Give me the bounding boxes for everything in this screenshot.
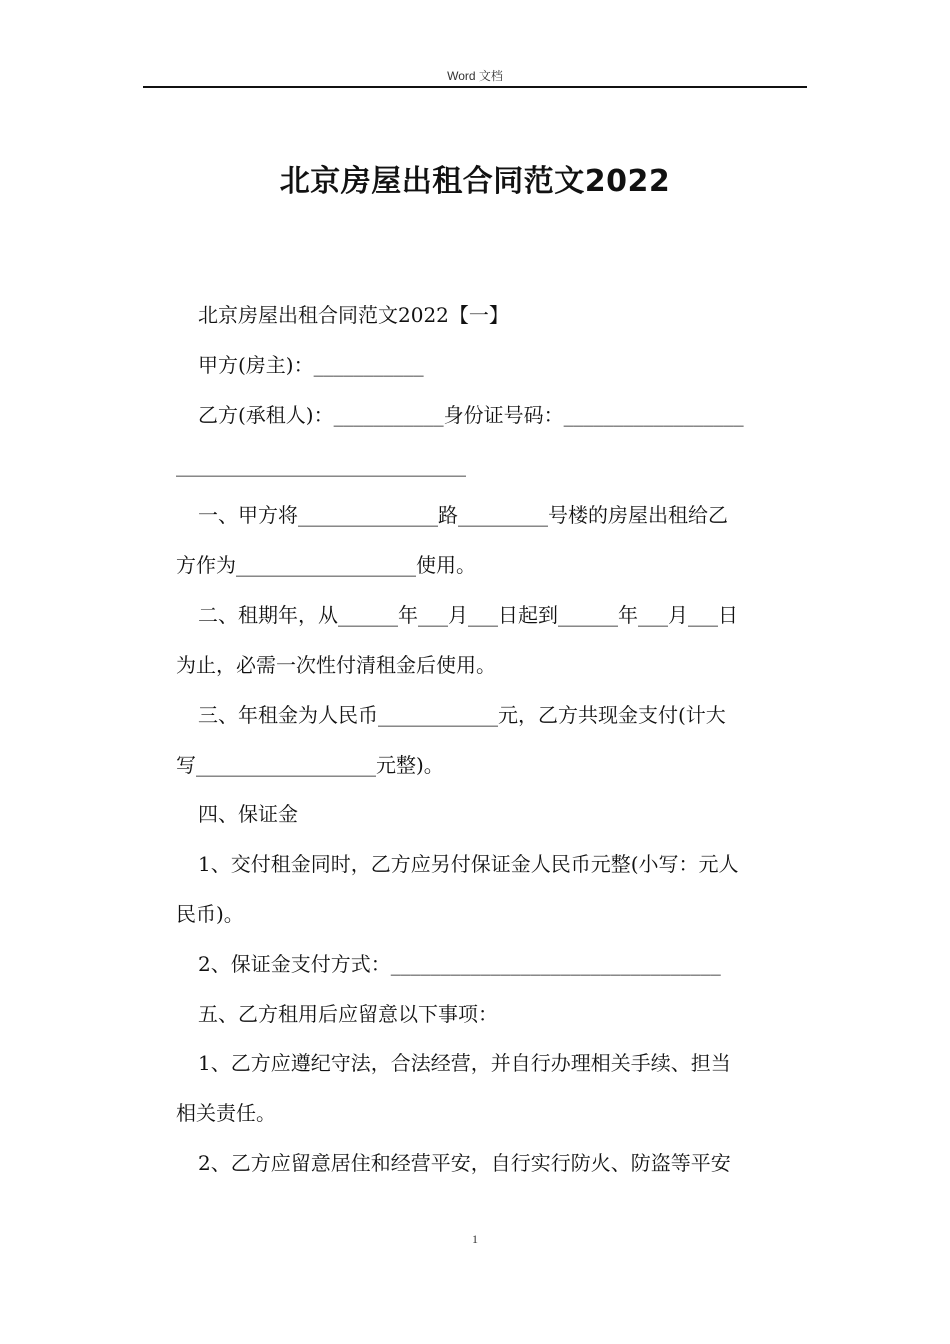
party-b-line-continued: _____________________________ [176, 453, 466, 477]
clause-4-item-1-continued: 民币)。 [176, 902, 244, 926]
page-number: 1 [472, 1232, 478, 1246]
clause-4-heading: 四、保证金 [198, 802, 298, 826]
clause-5-heading: 五、乙方租用后应留意以下事项： [198, 1002, 498, 1026]
clause-3-line-continued: 写__________________元整)。 [176, 753, 444, 777]
party-b-line: 乙方(承租人)：___________身份证号码：__________________ [198, 403, 744, 427]
header-rule [143, 86, 807, 88]
clause-5-item-1-continued: 相关责任。 [176, 1101, 276, 1125]
clause-5-item-2: 2、乙方应留意居住和经营平安，自行实行防火、防盗等平安 [198, 1151, 731, 1175]
clause-2-line-continued: 为止，必需一次性付清租金后使用。 [176, 653, 496, 677]
clause-1-line-continued: 方作为__________________使用。 [176, 553, 476, 577]
page-header: Word 文档 [447, 69, 503, 83]
clause-4-item-1: 1、交付租金同时，乙方应另付保证金人民币元整(小写：元人 [198, 852, 739, 876]
clause-1-line: 一、甲方将______________路_________号楼的房屋出租给乙 [198, 503, 728, 527]
section-heading: 北京房屋出租合同范文2022【一】 [198, 303, 509, 327]
clause-3-line: 三、年租金为人民币____________元，乙方共现金支付(计大 [198, 703, 726, 727]
party-a-line: 甲方(房主)：___________ [198, 353, 424, 377]
clause-2-line: 二、租期年，从______年___月___日起到______年___月___日 [198, 603, 738, 627]
clause-5-item-1: 1、乙方应遵纪守法，合法经营，并自行办理相关手续、担当 [198, 1051, 731, 1075]
document-title: 北京房屋出租合同范文2022 [279, 164, 671, 199]
clause-4-item-2: 2、保证金支付方式：_________________________________ [198, 952, 721, 976]
